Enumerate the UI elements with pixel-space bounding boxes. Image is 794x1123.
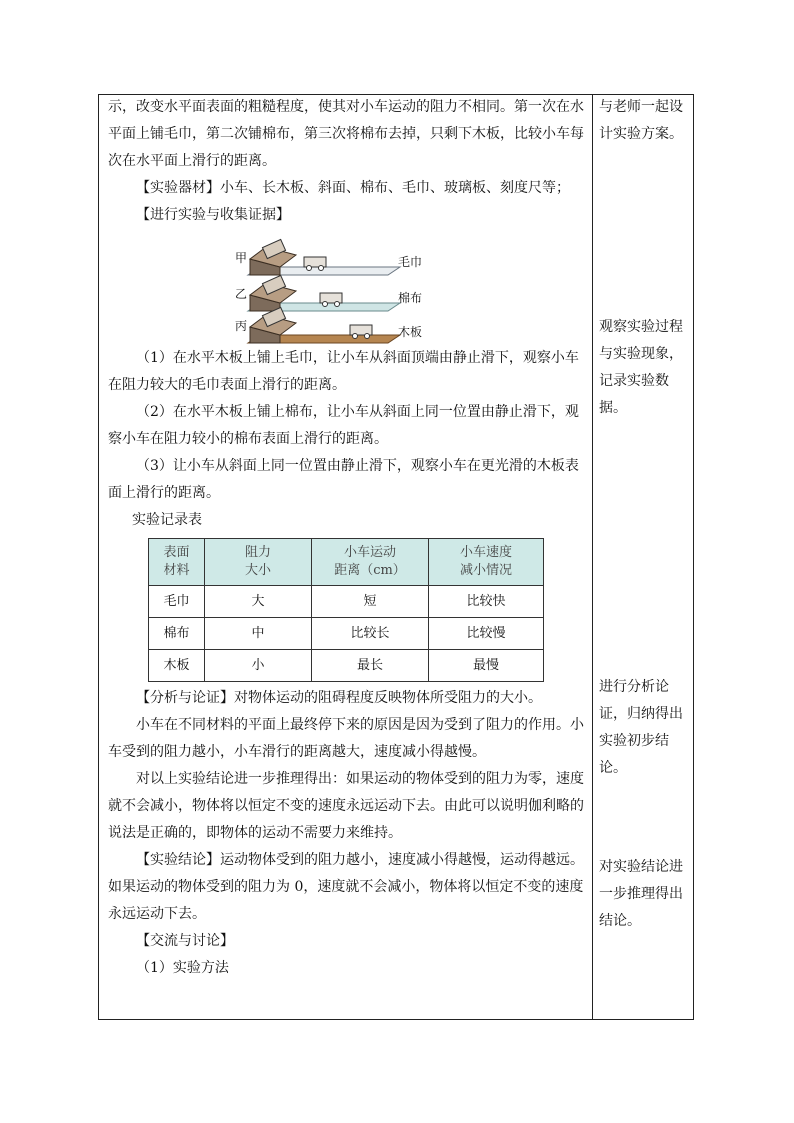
inference-line: 说法是正确的，即物体的运动不需要力来维持。 (108, 825, 402, 841)
table-header-row (149, 539, 544, 586)
column-divider (592, 94, 593, 1020)
side-note-design (599, 94, 687, 148)
label-towel: 毛巾 (398, 255, 423, 269)
table-cell: 最慢 (429, 650, 544, 682)
conclusion-line: 永远运动下去。 (108, 906, 206, 922)
table-cell: 比较慢 (429, 618, 544, 650)
side-note-line: 据。 (599, 400, 627, 416)
side-note-line: 进行分析论 (599, 679, 669, 695)
table-cell: 小 (205, 650, 312, 682)
side-note-line: 结论。 (599, 913, 641, 929)
step-2-line-1: （2）在水平木板上铺上棉布，让小车从斜面上同一位置由静止滑下，观 (136, 404, 579, 420)
side-note-line: 对实验结论进 (599, 859, 683, 875)
experiment-figure (108, 229, 586, 345)
cart-on-towel (304, 257, 326, 267)
ramp-row-wood (248, 307, 400, 343)
step-3-line-1: （3）让小车从斜面上同一位置由静止滑下，观察小车在更光滑的木板表 (136, 458, 579, 474)
conclusion-line: 【实验结论】运动物体受到的阻力越小，速度减小得越慢，运动得越远。 (136, 852, 584, 868)
label-cloth: 棉布 (398, 291, 423, 305)
step-1-line-1: （1）在水平木板上铺上毛巾，让小车从斜面顶端由静止滑下，观察小车 (136, 350, 579, 366)
side-note-line: 计实验方案。 (599, 126, 683, 142)
side-note-infer (599, 854, 687, 935)
table-cell: 毛巾 (149, 586, 205, 618)
table-cell: 大 (205, 586, 312, 618)
side-note-line: 一步推理得出 (599, 886, 683, 902)
label-jia: 甲 (235, 251, 248, 265)
table-cell: 比较快 (429, 586, 544, 618)
analysis-text: 【分析与论证】对物体运动的阻碍程度反映物体所受阻力的大小。 (136, 690, 542, 706)
procedure-heading: 【进行实验与收集证据】 (136, 207, 290, 223)
side-note-analyze (599, 674, 687, 782)
side-note-line: 记录实验数 (599, 373, 669, 389)
label-yi: 乙 (235, 287, 248, 301)
cart-on-cloth (320, 293, 342, 303)
side-note-line: 证，归纳得出 (599, 706, 683, 722)
label-bing: 丙 (235, 319, 248, 333)
intro-line: 次在水平面上滑行的距离。 (108, 153, 276, 169)
cart-on-wood (350, 325, 372, 335)
table-title: 实验记录表 (132, 512, 202, 528)
side-note-line: 论。 (599, 760, 627, 776)
side-note-line: 与实验现象， (599, 346, 683, 362)
intro-line: 平面上铺毛巾，第二次铺棉布，第三次将棉布去掉，只剩下木板，比较小车每 (108, 126, 584, 142)
table-row (149, 618, 544, 650)
header-cell: 阻力 大小 (205, 539, 312, 586)
table-row (149, 650, 544, 682)
side-note-line: 与老师一起设 (599, 99, 683, 115)
side-note-line: 观察实验过程 (599, 319, 683, 335)
discussion-heading: 【交流与讨论】 (136, 933, 234, 949)
table-row (149, 586, 544, 618)
equipment-text: 【实验器材】小车、长木板、斜面、棉布、毛巾、玻璃板、刻度尺等； (136, 180, 570, 196)
inference-line: 对以上实验结论进一步推理得出：如果运动的物体受到的阻力为零，速度 (136, 771, 584, 787)
table-cell: 棉布 (149, 618, 205, 650)
header-cell: 表面 材料 (149, 539, 205, 586)
intro-line: 示，改变水平面表面的粗糙程度，使其对小车运动的阻力不相同。第一次在水 (108, 99, 584, 115)
header-cell: 小车速度 减小情况 (429, 539, 544, 586)
analysis-line: 小车在不同材料的平面上最终停下来的原因是因为受到了阻力的作用。小 (136, 717, 584, 733)
conclusion-line: 如果运动的物体受到的阻力为 0，速度就不会减小，物体将以恒定不变的速度 (108, 879, 584, 895)
side-note-observe (599, 314, 687, 422)
inference-line: 就不会减小，物体将以恒定不变的速度永远运动下去。由此可以说明伽利略的 (108, 798, 584, 814)
table-cell: 最长 (312, 650, 429, 682)
step-3-line-2: 面上滑行的距离。 (108, 485, 220, 501)
table-cell: 比较长 (312, 618, 429, 650)
label-wood: 木板 (398, 325, 423, 339)
table-cell: 木板 (149, 650, 205, 682)
ramp-row-cloth (248, 275, 400, 311)
step-2-line-2: 察小车在阻力较小的棉布表面上滑行的距离。 (108, 431, 388, 447)
table-cell: 中 (205, 618, 312, 650)
side-note-line: 实验初步结 (599, 733, 669, 749)
ramp-diagram (108, 229, 586, 345)
main-column (108, 94, 586, 982)
discussion-item: （1）实验方法 (136, 960, 229, 976)
table-cell: 短 (312, 586, 429, 618)
record-table (148, 538, 544, 682)
step-1-line-2: 在阻力较大的毛巾表面上滑行的距离。 (108, 377, 346, 393)
header-cell: 小车运动 距离（cm） (312, 539, 429, 586)
analysis-line: 车受到的阻力越小，小车滑行的距离越大，速度减小得越慢。 (108, 744, 486, 760)
